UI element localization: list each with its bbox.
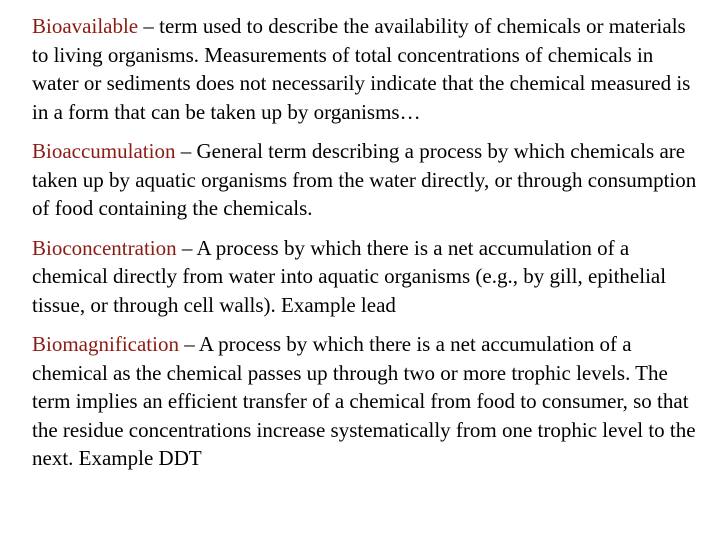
definition-text-biomagnification: – A process by which there is a net accumulation of a chemical as the chemical passes up through two or more trophic levels. The term implies an efficient transfer of a chemical from food to consumer, so that the residue concentrations increase systematically from one trophic level to the next. Example DDT	[32, 332, 696, 470]
definition-text-bioavailable: – term used to describe the availability of chemicals or materials to living organisms. Measurements of total concentrations of chemicals in water or sediments does not necessarily indicate that the chemical measured is in a form that can be taken up by organisms…	[32, 14, 691, 124]
term-biomagnification: Biomagnification	[32, 332, 179, 356]
term-bioavailable: Bioavailable	[32, 14, 139, 38]
definition-bioaccumulation	[32, 137, 700, 223]
definition-bioavailable	[32, 12, 700, 126]
term-bioconcentration: Bioconcentration	[32, 235, 177, 260]
term-bioaccumulation: Bioaccumulation	[32, 139, 176, 163]
definition-text-bioaccumulation: – General term describing a process by which chemicals are taken up by aquatic organisms from the water directly, or through consumption of food containing the chemicals.	[32, 139, 697, 220]
definition-biomagnification	[32, 330, 700, 473]
definition-bioconcentration	[32, 234, 700, 320]
definition-text-bioconcentration: – A process by which there is a net accumulation of a chemical directly from water into aquatic organisms (e.g., by gill, epithelial tissue, or through cell walls). Example lead	[32, 235, 667, 317]
